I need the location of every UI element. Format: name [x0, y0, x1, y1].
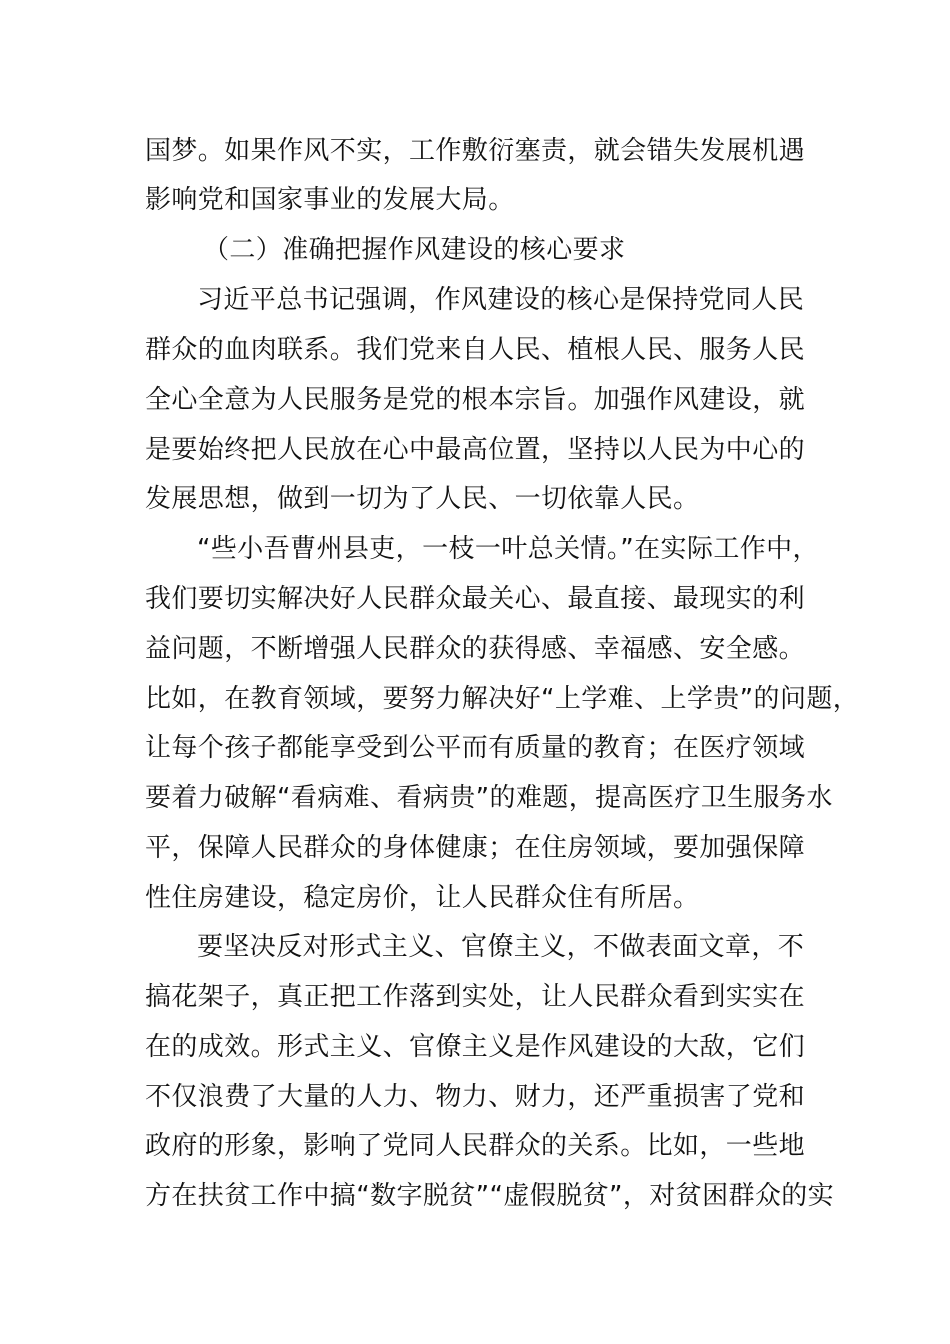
text-line: 不仅浪费了大量的人力、物力、财力，还严重损害了党和 — [145, 1082, 806, 1112]
text-line: 是要始终把人民放在心中最高位置，坚持以人民为中心的 — [145, 435, 806, 465]
text-line: 平，保障人民群众的身体健康；在住房领域，要加强保障 — [145, 833, 806, 863]
paragraph-start: 习近平总书记强调，作风建设的核心是保持党同人民 — [197, 285, 805, 315]
text-line: 方在扶贫工作中搞“数字脱贫”“虚假脱贫”，对贫困群众的实 — [145, 1181, 835, 1211]
text-line: 发展思想，做到一切为了人民、一切依靠人民。 — [145, 484, 700, 514]
text-line: 全心全意为人民服务是党的根本宗旨。加强作风建设，就 — [145, 385, 806, 415]
text-line: 要着力破解“看病难、看病贵”的难题，提高医疗卫生服务水 — [145, 783, 833, 813]
text-line: 在的成效。形式主义、官僚主义是作风建设的大敌，它们 — [145, 1032, 806, 1062]
text-line: 国梦。如果作风不实，工作敷衍塞责，就会错失发展机遇 — [145, 136, 806, 166]
text-line: 我们要切实解决好人民群众最关心、最直接、最现实的利 — [145, 584, 806, 614]
text-line: 益问题，不断增强人民群众的获得感、幸福感、安全感。 — [145, 634, 806, 664]
paragraph-start: 要坚决反对形式主义、官僚主义，不做表面文章，不 — [197, 932, 805, 962]
text-line: 政府的形象，影响了党同人民群众的关系。比如，一些地 — [145, 1131, 806, 1161]
text-line: 性住房建设，稳定房价，让人民群众住有所居。 — [145, 883, 700, 913]
text-line: 搞花架子，真正把工作落到实处，让人民群众看到实实在 — [145, 982, 806, 1012]
text-line: 群众的血肉联系。我们党来自人民、植根人民、服务人民 — [145, 335, 806, 365]
text-line: 让每个孩子都能享受到公平而有质量的教育；在医疗领域 — [145, 733, 806, 763]
text-line: 比如，在教育领域，要努力解决好“上学难、上学贵”的问题， — [145, 684, 860, 714]
section-heading: （二）准确把握作风建设的核心要求 — [203, 235, 626, 265]
paragraph-start: “些小吾曹州县吏，一枝一叶总关情。”在实际工作中， — [197, 534, 819, 564]
text-line: 影响党和国家事业的发展大局。 — [145, 185, 515, 215]
